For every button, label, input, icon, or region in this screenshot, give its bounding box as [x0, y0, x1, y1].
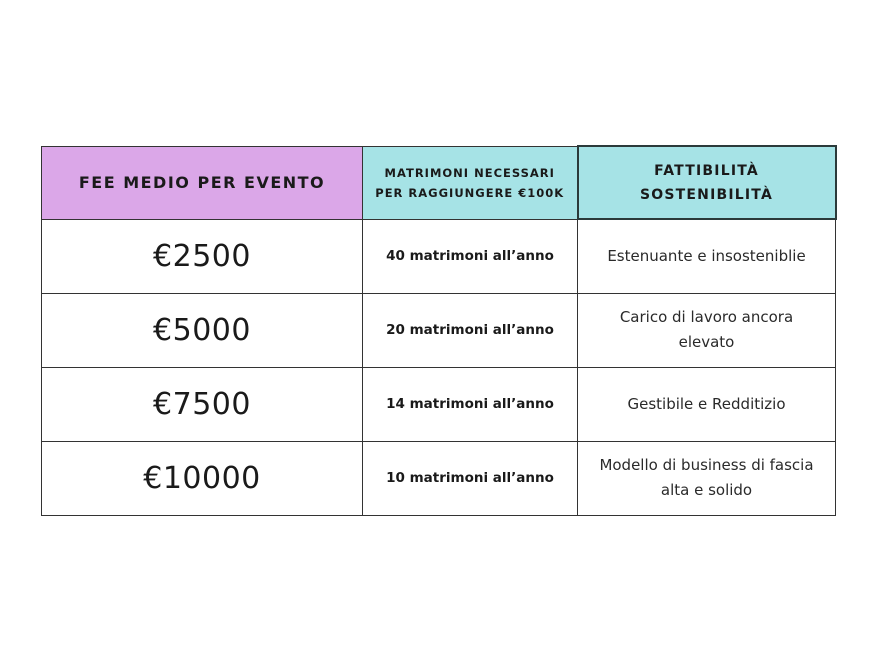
fee-cell: €10000: [42, 441, 363, 515]
verdict-line2: elevato: [678, 333, 735, 351]
verdict-line1: Carico di lavoro ancora: [619, 308, 794, 326]
header-feasibility: [578, 146, 836, 219]
table-row: [42, 367, 836, 441]
verdict-cell: [578, 367, 836, 441]
table-row: [42, 441, 836, 515]
weddings-cell: 10 matrimoni all’anno: [363, 441, 578, 515]
table-row: [42, 293, 836, 367]
fee-cell: €5000: [42, 293, 363, 367]
header-feasibility-line1: FATTIBILITÀ: [654, 162, 759, 179]
header-weddings: [363, 146, 578, 219]
fee-comparison-table: [41, 145, 837, 516]
verdict-line1: Modello di business di fascia: [599, 456, 814, 474]
table-row: [42, 219, 836, 293]
verdict-cell: [578, 293, 836, 367]
header-feasibility-line2: SOSTENIBILITÀ: [639, 186, 773, 203]
verdict-line2: alta e solido: [660, 481, 753, 499]
fee-cell: €2500: [42, 219, 363, 293]
weddings-cell: 20 matrimoni all’anno: [363, 293, 578, 367]
header-weddings-line1: MATRIMONI NECESSARI: [384, 165, 555, 180]
header-fee: [42, 146, 363, 219]
header-fee-label: FEE MEDIO PER EVENTO: [78, 173, 326, 192]
header-weddings-line2: PER RAGGIUNGERE €100K: [375, 185, 565, 200]
verdict-line1: Estenuante e insosteniblie: [607, 246, 806, 265]
verdict-line1: Gestibile e Redditizio: [627, 394, 786, 413]
weddings-cell: 40 matrimoni all’anno: [363, 219, 578, 293]
fee-cell: €7500: [42, 367, 363, 441]
weddings-cell: 14 matrimoni all’anno: [363, 367, 578, 441]
verdict-cell: [578, 441, 836, 515]
verdict-cell: [578, 219, 836, 293]
header-row: [42, 146, 836, 219]
